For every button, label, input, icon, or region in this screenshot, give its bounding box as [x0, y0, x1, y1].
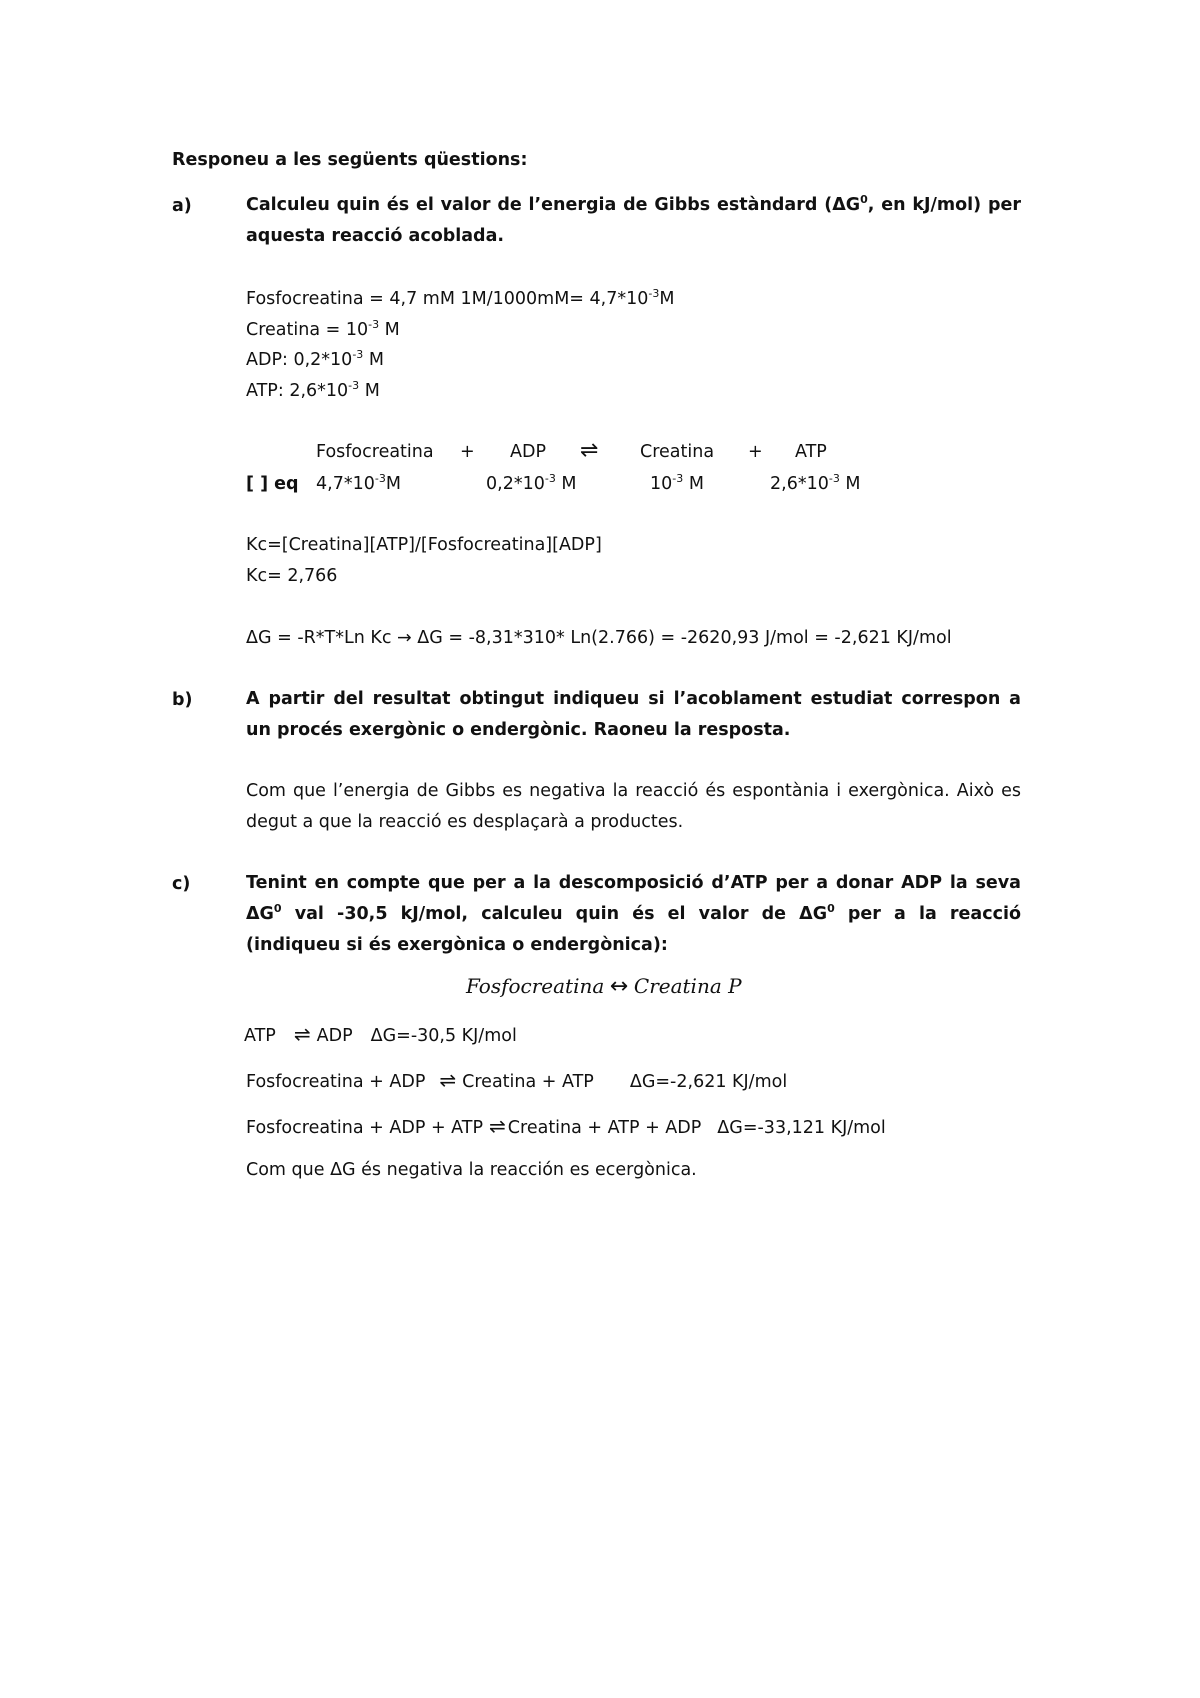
equilibrium-arrow-icon: ⇌	[489, 1114, 506, 1138]
delta-g-calculation: ΔG = -R*T*Ln Kc → ΔG = -8,31*310* Ln(2.766) = -2620,93 J/mol = -2,621 KJ/mol	[246, 628, 952, 648]
equilibrium-arrow-icon: ⇌	[580, 438, 599, 463]
reaction-fosfocreatina: Fosfocreatina	[316, 442, 434, 462]
question-a-label: a)	[172, 196, 192, 216]
reaction-adp: ADP	[510, 442, 546, 462]
eq-row-label: [ ] eq	[246, 474, 299, 494]
reaction-creatina: Creatina	[640, 442, 715, 462]
question-c-label: c)	[172, 874, 191, 894]
answer-b-text: Com que l’energia de Gibbs es negativa la reacció és espontània i exergònica. Això es degut a que la reacció es desplaçarà a productes.	[246, 781, 1021, 832]
equilibrium-arrow-icon: ⇌	[439, 1068, 457, 1092]
eq-conc-fosfocreatina: $4,7*10^{-3}M$	[316, 472, 401, 494]
equation-2: Fosfocreatina + ADP ⇌ Creatina + ATP ΔG=-2,621 KJ/mol	[246, 1068, 788, 1092]
bidirectional-arrow-icon: ↔	[609, 974, 629, 999]
kc-value: Kc= 2,766	[246, 566, 338, 586]
conc-fosfocreatina: Fosfocreatina = 4,7 mM $1M/1000mM= 4,7*10^{-3}M$	[246, 287, 675, 309]
conclusion-c: Com que ΔG és negativa la reacción es ecergònica.	[246, 1160, 697, 1180]
equation-3: Fosfocreatina + ADP + ATP ⇌ Creatina + ATP + ADP ΔG=-33,121 KJ/mol	[246, 1114, 886, 1138]
reaction-plus-2: +	[748, 442, 763, 462]
question-b-label: b)	[172, 690, 193, 710]
conc-atp: ATP: $2,6*10^{-3}$ M	[246, 379, 380, 401]
equilibrium-arrow-icon: ⇌	[293, 1022, 311, 1046]
conc-adp: ADP: $0,2*10^{-3}$ M	[246, 348, 384, 370]
eq-conc-adp: $0,2*10^{-3}$ M	[486, 472, 577, 494]
eq-conc-atp: $2,6*10^{-3}$ M	[770, 472, 861, 494]
equation-1: ATP ⇌ ADP ΔG=-30,5 KJ/mol	[244, 1022, 517, 1046]
reaction-plus-1: +	[460, 442, 475, 462]
intro-heading: Responeu a les següents qüestions:	[172, 150, 528, 170]
kc-formula: Kc=[Creatina][ATP]/[Fosfocreatina][ADP]	[246, 535, 602, 555]
question-c-text: Tenint en compte que per a la descomposició d’ATP per a donar ADP la seva $\Delta G^0$ val -30,5 kJ/mol, calculeu quin és el valor de $\Delta G^0$ per a la reacció (indiqueu si és exergònica o endergònica):	[246, 873, 1021, 955]
question-b-text: A partir del resultat obtingut indiqueu si l’acoblament estudiat correspon a un procés exergònic o endergònic. Raoneu la resposta.	[246, 689, 1021, 740]
conc-creatina: Creatina = $10^{-3}$ M	[246, 318, 400, 340]
question-a-text: Calculeu quin és el valor de l’energia de Gibbs estàndard ($\Delta G^0$, en kJ/mol) per aquesta reacció acoblada.	[246, 193, 1021, 246]
math-equation: Fosfocreatina ↔ Creatina P	[466, 974, 742, 999]
reaction-atp: ATP	[795, 442, 827, 462]
eq-conc-creatina: $10^{-3}$ M	[650, 472, 704, 494]
